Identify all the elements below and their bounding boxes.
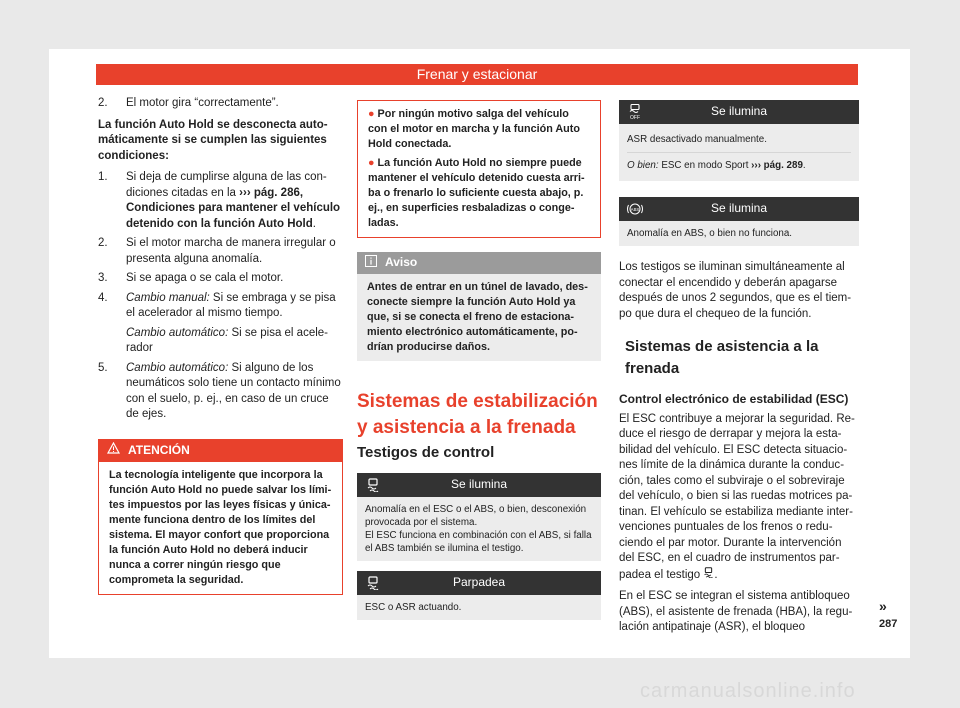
- conditions-intro: La función Auto Hold se desconecta automáticamente si se cumplen las siguientes condiciones:: [98, 118, 328, 162]
- esc-skid-icon: [703, 569, 714, 581]
- section-title: Sistemas de estabilización y asistencia a la frenada: [357, 391, 598, 438]
- abs-icon: [619, 202, 651, 216]
- page-header: Frenar y estacionar: [96, 64, 858, 85]
- paragraph: En el ESC se integran el sistema antibloqueo (ABS), el asistente de frenada (HBA), la regulación antipatinaje (ASR), el bloqueo: [619, 590, 853, 633]
- indicator-box: Parpadea ESC o ASR actuando.: [357, 571, 601, 620]
- esc-off-icon: [619, 104, 651, 120]
- continue-arrow: »: [879, 598, 887, 614]
- warning-box: [98, 439, 343, 595]
- indicator-box: ABS Se ilumina Anomalía en ABS, o bien no funciona.: [619, 197, 859, 246]
- warning-continued-box: [357, 100, 601, 238]
- esc-skid-icon: [357, 576, 389, 590]
- bullet-icon: ●: [368, 157, 378, 169]
- list-item: 2. Si el motor marcha de manera irregular o presenta alguna anomalía.: [98, 237, 336, 265]
- indicator-status: Se ilumina: [710, 201, 768, 216]
- list-item: 4. Cambio manual: Si se embraga y se pisa el acelerador al mismo tiempo.: [98, 291, 336, 319]
- list-item: 5. Cambio automático: Si alguno de los neumáticos solo tiene un contacto mínimo con el suelo, p. ej., en caso de un cruce de ejes.: [98, 361, 341, 420]
- column-right: [619, 100, 859, 642]
- watermark: carmanualsonline.info: [640, 680, 856, 702]
- warning-triangle-icon: [107, 442, 120, 459]
- indicator-box: OFF Se ilumina ASR desactivado manualmente. O bien: ESC en modo Sport ››› pág. 289.: [619, 100, 859, 181]
- notice-box: [357, 252, 601, 361]
- bullet-item: ● La función Auto Hold no siempre puede mantener el vehículo detenido cuesta arriba o frenarlo lo suficiente cuesta abajo, p. ej., en superficies resbaladizas o congeladas.: [368, 157, 585, 229]
- notice-text: Antes de entrar en un túnel de lavado, desconecte siempre la función Auto Hold ya que, si se conecta el freno de estacionamiento electrónico automáticamente, podrían producirse daños.: [367, 281, 588, 353]
- esc-skid-icon: [357, 478, 389, 492]
- indicator-status: Se ilumina: [710, 104, 768, 119]
- list-item: 1. Si deja de cumplirse alguna de las condiciones citadas en la ››› pág. 286, Condiciones para mantener el vehículo detenido con la función Auto Hold.: [98, 171, 341, 230]
- notice-title: Aviso: [385, 255, 418, 270]
- page-ref-link[interactable]: ››› pág. 286,: [239, 186, 304, 199]
- bullet-icon: ●: [368, 108, 378, 120]
- page-ref-link[interactable]: ››› pág. 289: [751, 160, 803, 171]
- subsection-title: Testigos de control: [357, 444, 495, 461]
- bullet-item: ● Por ningún motivo salga del vehículo con el motor en marcha y la función Auto Hold conectada.: [368, 108, 580, 150]
- indicator-status: Parpadea: [452, 574, 506, 589]
- column-middle: [357, 100, 601, 630]
- paragraph: Los testigos se iluminan simultáneamente al conectar el encendido y deberán apagarse después de unos 2 segundos, que es el tiempo que dura el chequeo de la función.: [619, 261, 852, 320]
- column-left: [98, 96, 343, 595]
- warning-title: ATENCIÓN: [128, 442, 190, 457]
- list-item: 3. Si se apaga o se cala el motor.: [98, 272, 284, 284]
- page-number: 287: [879, 618, 898, 630]
- list-item: Cambio automático: Si se pisa el acelerador: [126, 326, 329, 354]
- indicator-status: Se ilumina: [450, 476, 508, 491]
- paragraph: El ESC contribuye a mejorar la seguridad. Reduce el riesgo de derrapar y mejora la estabilidad del vehículo. El ESC detecta situaciones límite de la dinámica durante la conducción, tales como el subviraje o el sobreviraje del vehículo, o bien si las ruedas motrices patinan. El vehículo se estabiliza mediante intervenciones puntuales de los frenos o reduciendo el par motor. Durante la intervención del ESC, en el cuadro de instrumentos parpadea el testigo .: [619, 412, 855, 581]
- svg-text:ABS: ABS: [630, 206, 640, 212]
- indicator-box: Se ilumina Anomalía en el ESC o el ABS, o bien, desconexión provocada por el sistema. El ESC funciona en combinación con el ABS, si falla el ABS también se ilumina el testigo.: [357, 473, 601, 561]
- list-item: 2. El motor gira “correctamente”.: [98, 97, 279, 109]
- warning-text: La tecnología inteligente que incorpora la función Auto Hold no puede salvar los límites impuestos por las leyes físicas y únicamente funciona dentro de los límites del sistema. El mayor confort que proporciona la función Auto Hold no deberá inducir nunca a correr ningún riesgo que comprometa la seguridad.: [109, 468, 332, 586]
- svg-text:OFF: OFF: [630, 115, 640, 120]
- info-icon: [365, 255, 377, 272]
- section-title: Sistemas de asistencia a la frenada: [625, 338, 819, 377]
- esc-heading: Control electrónico de estabilidad (ESC): [619, 392, 849, 406]
